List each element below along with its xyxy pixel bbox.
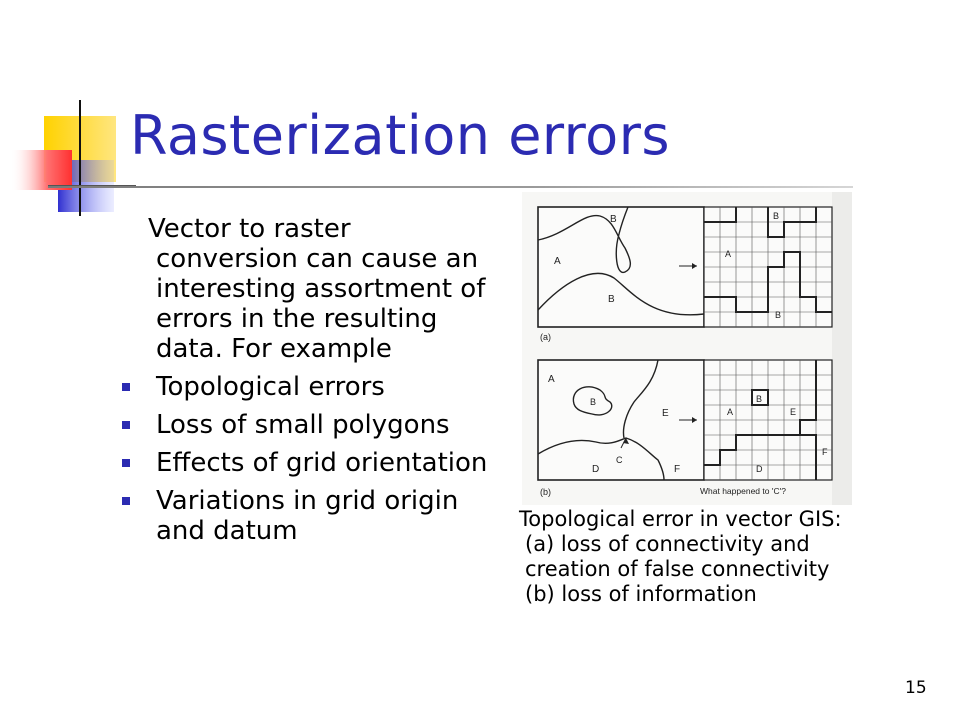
bullet-item xyxy=(120,372,495,402)
panel-a-raster-grid xyxy=(704,207,832,327)
square-bullet-icon xyxy=(122,459,130,467)
panel-b-raster-label: F xyxy=(822,447,828,457)
panel-b-vector-label: B xyxy=(590,397,597,407)
caption-line: creation of false connectivity xyxy=(525,557,830,581)
bullet-text: Effects of grid orientation xyxy=(156,448,488,478)
title-divider xyxy=(48,186,853,188)
slide-logo xyxy=(0,0,140,230)
panel-b-vector-label: F xyxy=(674,464,681,475)
panel-b-raster-label: D xyxy=(756,464,763,474)
panel-b-raster-label: A xyxy=(727,407,734,417)
bullet-text: Loss of small polygons xyxy=(156,410,450,440)
bullet-list xyxy=(120,372,495,546)
bullet-text: Variations in grid origin and datum xyxy=(156,486,459,546)
panel-b-vector-label: D xyxy=(592,464,600,475)
panel-b-raster-grid xyxy=(704,360,832,480)
bullet-text: Topological errors xyxy=(156,372,385,402)
square-bullet-icon xyxy=(122,497,130,505)
panel-b-vector-label: C xyxy=(616,455,623,465)
panel-a-vector-map xyxy=(538,207,704,327)
panel-a-raster-label: B xyxy=(775,310,782,320)
panel-a-raster-label: A xyxy=(725,249,732,259)
intro-paragraph: Vector to raster conversion can cause an interesting assortment of errors in the resulting data. For example xyxy=(148,214,486,364)
panel-b-raster-label: B xyxy=(756,394,763,404)
figure-caption xyxy=(505,507,945,607)
panel-a-tag: (a) xyxy=(540,332,551,342)
square-bullet-icon xyxy=(122,421,130,429)
square-bullet-icon xyxy=(122,383,130,391)
bullet-item xyxy=(120,448,495,478)
caption-line: Topological error in vector GIS: xyxy=(519,507,842,531)
panel-b-vector-label: E xyxy=(662,408,669,419)
panel-a-raster-label: B xyxy=(773,211,780,221)
panel-a-vector-label: B xyxy=(608,294,615,305)
panel-b-tag: (b) xyxy=(540,487,551,497)
panel-a-vector-label: B xyxy=(610,214,617,225)
caption-line: (a) loss of connectivity and xyxy=(525,532,810,556)
panel-a-vector-label: A xyxy=(554,256,561,267)
bullet-item xyxy=(120,410,495,440)
slide-body xyxy=(120,214,495,554)
panel-b-raster-label: E xyxy=(790,407,797,417)
slide-title: Rasterization errors xyxy=(130,104,671,167)
panel-b-question: What happened to 'C'? xyxy=(700,486,786,496)
bullet-item xyxy=(120,486,495,546)
rasterization-figure xyxy=(522,192,852,505)
page-number: 15 xyxy=(905,678,927,698)
panel-b-vector-label: A xyxy=(548,374,555,385)
caption-line: (b) loss of information xyxy=(525,582,757,606)
